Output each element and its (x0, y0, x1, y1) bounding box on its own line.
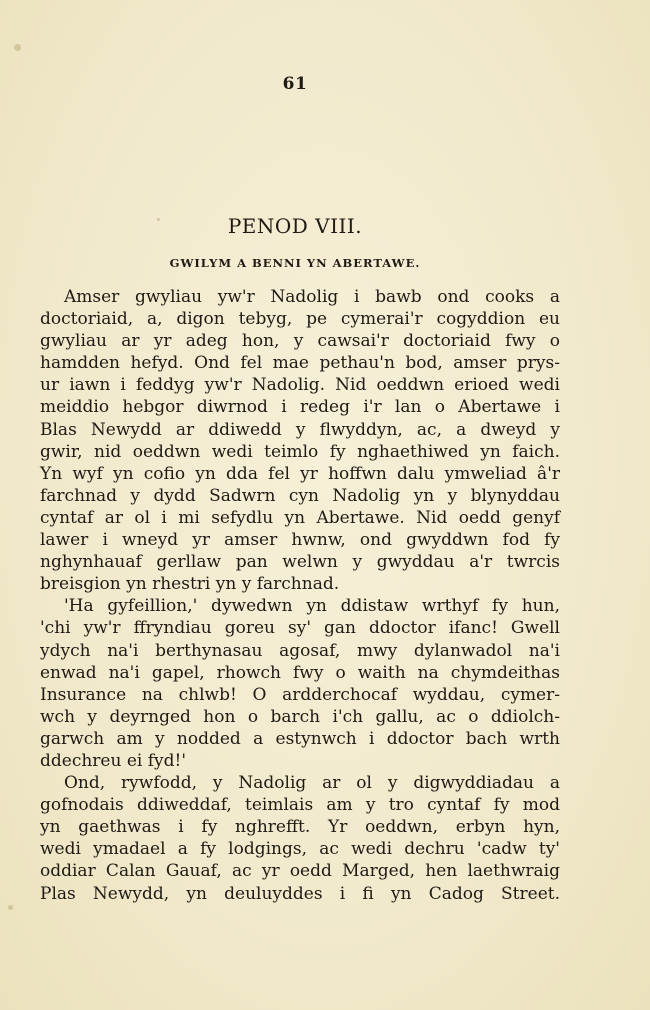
text-line: enwad na'i gapel, rhowch fwy o waith na chymdeithas (40, 662, 560, 683)
paper-speck (8, 905, 13, 910)
text-line: ur iawn i feddyg yw'r Nadolig. Nid oeddwn erioed wedi (40, 375, 560, 396)
text-line: oddiar Calan Gauaf, ac yr oedd Marged, hen laethwraig (40, 861, 560, 882)
text-line: farchnad y dydd Sadwrn cyn Nadolig yn y blynyddau (40, 485, 560, 506)
page-number: 61 (282, 74, 308, 94)
text-line: ddechreu ei fyd!' (40, 750, 187, 771)
text-line: gwir, nid oeddwn wedi teimlo fy nghaethiwed yn faich. (40, 441, 560, 462)
text-line: wch y deyrnged hon o barch i'ch gallu, ac o ddiolch- (40, 706, 560, 727)
text-line: 'Ha gyfeillion,' dywedwn yn ddistaw wrthyf fy hun, (64, 596, 560, 617)
text-line: Insurance na chlwb! O ardderchocaf wyddau, cymer- (40, 684, 560, 705)
text-line: Yn wyf yn cofio yn dda fel yr hoffwn dalu ymweliad â'r (40, 463, 560, 484)
text-line: Ond, rywfodd, y Nadolig ar ol y digwyddiadau a (64, 773, 560, 794)
chapter-subtitle: GWILYM A BENNI YN ABERTAWE. (169, 256, 421, 270)
text-line: yn gaethwas i fy nghrefft. Yr oeddwn, erbyn hyn, (40, 817, 560, 838)
text-line: wedi ymadael a fy lodgings, ac wedi dechru 'cadw ty' (40, 839, 560, 860)
body-text (40, 286, 560, 905)
text-line: gofnodais ddiweddaf, teimlais am y tro cyntaf fy mod (40, 795, 560, 816)
text-line: ydych na'i berthynasau agosaf, mwy dylanwadol na'i (40, 640, 560, 661)
text-line: cyntaf ar ol i mi sefydlu yn Abertawe. Nid oedd genyf (40, 507, 560, 528)
chapter-heading: PENOD VIII. (227, 214, 363, 238)
text-line: Blas Newydd ar ddiwedd y flwyddyn, ac, a dweyd y (40, 419, 560, 440)
text-line: Plas Newydd, yn deuluyddes i fi yn Cadog Street. (40, 883, 560, 904)
text-line: 'chi yw'r ffryndiau goreu sy' gan ddoctor ifanc! Gwell (40, 618, 560, 639)
text-line: garwch am y nodded a estynwch i ddoctor bach wrth (40, 728, 560, 749)
text-line: nghynhauaf gerllaw pan welwn y gwyddau a'r twrcis (40, 552, 560, 573)
text-line: gwyliau ar yr adeg hon, y cawsai'r doctoriaid fwy o (40, 331, 560, 352)
paper-speck (14, 44, 21, 51)
text-line: hamdden hefyd. Ond fel mae pethau'n bod, amser prys- (40, 353, 560, 374)
text-line: breisgion yn rhestri yn y farchnad. (40, 574, 340, 595)
text-line: lawer i wneyd yr amser hwnw, ond gwyddwn fod fy (40, 530, 560, 551)
text-line: meiddio hebgor diwrnod i redeg i'r lan o Abertawe i (40, 397, 560, 418)
text-line: Amser gwyliau yw'r Nadolig i bawb ond cooks a (64, 287, 560, 307)
text-line: doctoriaid, a, digon tebyg, pe cymerai'r cogyddion eu (40, 309, 560, 330)
